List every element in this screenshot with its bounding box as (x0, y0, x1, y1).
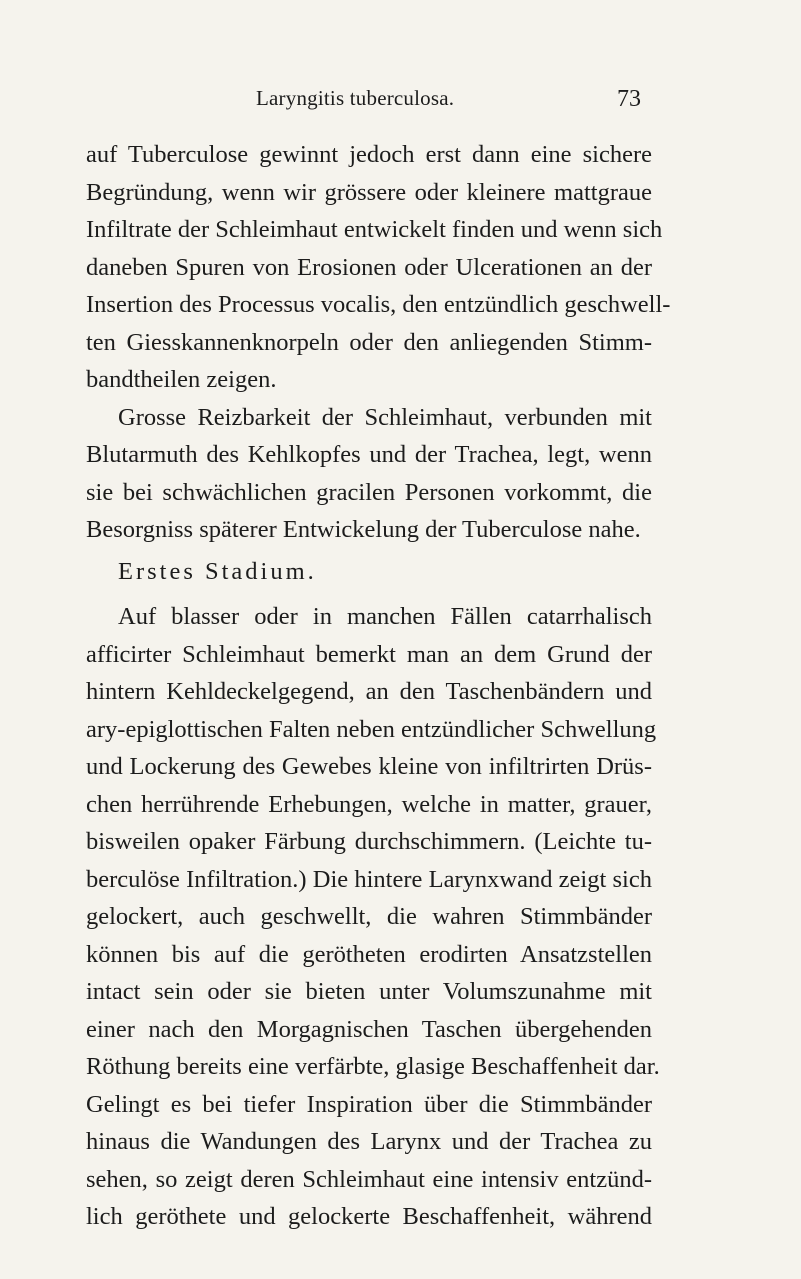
text-line: afficirter Schleimhaut bemerkt man an dem Grund der (86, 640, 652, 668)
text-line: Röthung bereits eine verfärbte, glasige Beschaffenheit dar. (86, 1053, 660, 1080)
text-line: Besorgniss späterer Entwickelung der Tuberculose nahe. (86, 516, 641, 543)
text-line: sehen, so zeigt deren Schleimhaut eine intensiv entzünd- (86, 1165, 652, 1193)
text-line: bandtheilen zeigen. (86, 366, 277, 393)
page-number: 73 (617, 86, 641, 112)
text-line: Gelingt es bei tiefer Inspiration über die Stimmbänder (86, 1090, 652, 1118)
text-line: Auf blasser oder in manchen Fällen catarrhalisch (118, 603, 652, 630)
text-line: Grosse Reizbarkeit der Schleimhaut, verbunden mit (118, 403, 652, 431)
running-title: Laryngitis tuberculosa. (256, 86, 455, 110)
text-line: ary-epiglottischen Falten neben entzündlicher Schwellung (86, 715, 657, 743)
text-line: daneben Spuren von Erosionen oder Ulcerationen an der (86, 253, 652, 281)
section-heading: Erstes Stadium. (118, 557, 317, 585)
text-line: lich geröthete und gelockerte Beschaffenheit, während (86, 1203, 652, 1230)
text-line: können bis auf die gerötheten erodirten Ansatzstellen (86, 940, 652, 968)
text-line: auf Tuberculose gewinnt jedoch erst dann eine sichere (86, 141, 652, 168)
text-line: berculöse Infiltration.) Die hintere Larynxwand zeigt sich (86, 865, 652, 893)
text-line: intact sein oder sie bieten unter Volumszunahme mit (86, 978, 652, 1005)
text-line: Insertion des Processus vocalis, den entzündlich geschwell- (86, 291, 671, 318)
text-line: gelockert, auch geschwellt, die wahren Stimmbänder (86, 903, 652, 930)
text-line: bisweilen opaker Färbung durchschimmern. (Leichte tu- (86, 828, 652, 855)
text-line: Infiltrate der Schleimhaut entwickelt finden und wenn sich (86, 216, 663, 243)
text-line: und Lockerung des Gewebes kleine von infiltrirten Drüs- (86, 753, 652, 780)
text-line: sie bei schwächlichen gracilen Personen vorkommt, die (86, 478, 652, 506)
text-line: chen herrührende Erhebungen, welche in matter, grauer, (86, 790, 652, 818)
text-line: einer nach den Morgagnischen Taschen übergehenden (86, 1015, 652, 1043)
text-line: ten Giesskannenknorpeln oder den anliegenden Stimm- (86, 328, 652, 356)
text-line: Begründung, wenn wir grössere oder kleinere mattgraue (86, 178, 652, 206)
text-line: hintern Kehldeckelgegend, an den Taschenbändern und (86, 678, 652, 705)
text-line: Blutarmuth des Kehlkopfes und der Trachea, legt, wenn (86, 441, 652, 468)
text-line: hinaus die Wandungen des Larynx und der Trachea zu (86, 1128, 652, 1155)
